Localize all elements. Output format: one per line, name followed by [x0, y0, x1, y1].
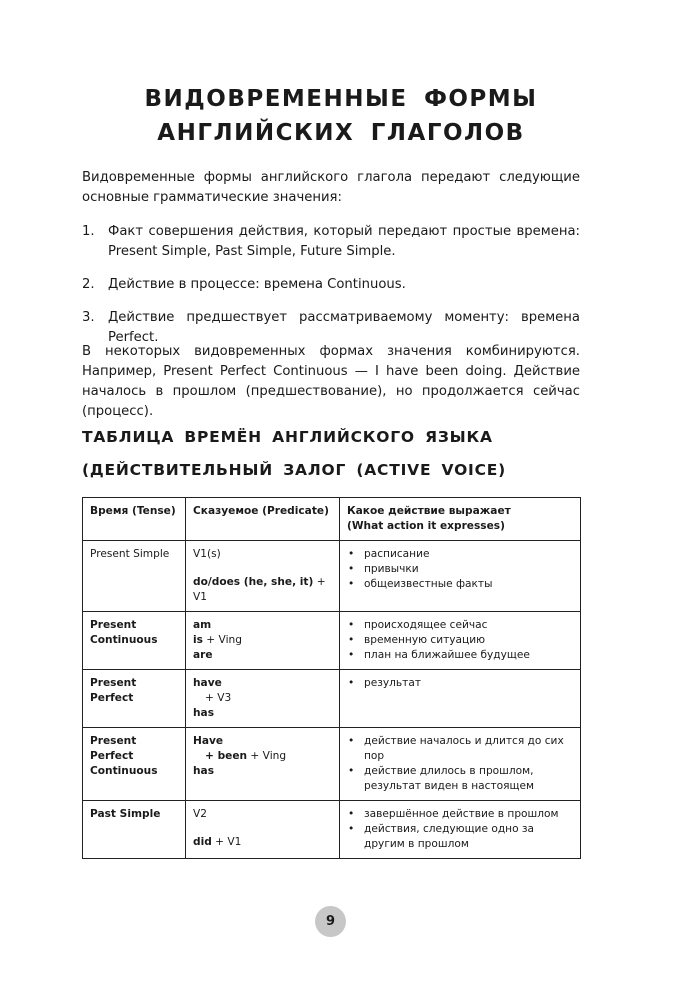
predicate-rest: + Ving	[247, 750, 287, 762]
action-item: • план на ближайшее будущее	[347, 648, 573, 663]
predicate-line: V1(s)	[193, 548, 221, 560]
tense-cell: Present Perfect	[83, 670, 186, 728]
header-tense: Время (Tense)	[83, 498, 186, 541]
predicate-line: Have	[193, 735, 224, 747]
predicate-line	[193, 633, 332, 648]
predicate-line	[193, 749, 332, 764]
predicate-line: V2	[193, 808, 207, 820]
action-item: • общеизвестные факты	[347, 577, 573, 592]
page-number: 9	[315, 906, 346, 937]
action-item: • привычки	[347, 562, 573, 577]
predicate-line	[193, 835, 332, 850]
action-item: • завершённое действие в прошлом	[347, 807, 573, 822]
predicate-line: + V3	[205, 692, 232, 704]
action-cell	[340, 670, 581, 728]
predicate-line: has	[193, 707, 214, 719]
action-item: • результат	[347, 676, 573, 691]
action-cell	[340, 541, 581, 612]
action-item: • действие длилось в прошлом, результат виден в настоящем	[347, 764, 573, 794]
tense-cell: Present Simple	[83, 541, 186, 612]
list-item-text: Действие в процессе: времена Continuous.	[108, 277, 406, 292]
action-cell	[340, 801, 581, 859]
table-row	[83, 541, 581, 612]
predicate-rest: + V1	[211, 836, 242, 848]
header-action-line-2: (What action it expresses)	[347, 520, 505, 532]
predicate-line: has	[193, 765, 214, 777]
predicate-aux: is	[193, 634, 203, 646]
tense-cell: Past Simple	[83, 801, 186, 859]
predicate-cell	[186, 612, 340, 670]
page-title	[0, 82, 682, 150]
list-item-text: Действие предшествует рассматриваемому моменту: времена Perfect.	[108, 310, 580, 345]
predicate-cell	[186, 728, 340, 801]
title-line-1: ВИДОВРЕМЕННЫЕ ФОРМЫ	[144, 86, 538, 112]
table-row	[83, 728, 581, 801]
section-subheading: (ДЕЙСТВИТЕЛЬНЫЙ ЗАЛОГ (ACTIVE VOICE)	[82, 461, 507, 479]
predicate-cell	[186, 541, 340, 612]
action-item: • временную ситуацию	[347, 633, 573, 648]
predicate-aux: + been	[205, 750, 248, 762]
title-line-2: АНГЛИЙСКИХ ГЛАГОЛОВ	[157, 120, 525, 146]
predicate-cell	[186, 801, 340, 859]
section-heading: ТАБЛИЦА ВРЕМЁН АНГЛИЙСКОГО ЯЗЫКА	[82, 428, 493, 446]
action-item: • действия, следующие одно за другим в прошлом	[347, 822, 573, 852]
combination-paragraph: В некоторых видовременных формах значения комбинируются. Например, Present Perfect Continuous — I have been doing. Действие началось в прошлом (предшествование), но продолжается сейчас (процесс).	[82, 344, 580, 419]
table-row	[83, 612, 581, 670]
table-header-row	[83, 498, 581, 541]
tense-cell: Present Continuous	[83, 612, 186, 670]
action-cell	[340, 728, 581, 801]
predicate-aux: do/does (he, she, it)	[193, 576, 314, 588]
tenses-table	[82, 497, 581, 859]
predicate-aux: did	[193, 836, 212, 848]
list-item	[82, 275, 580, 295]
header-action-line-1: Какое действие выражает	[347, 505, 511, 517]
predicate-line: have	[193, 677, 222, 689]
predicate-line: are	[193, 649, 213, 661]
meanings-list	[82, 222, 580, 361]
list-item-number: 2.	[82, 277, 95, 292]
list-item	[82, 222, 580, 262]
predicate-line: am	[193, 619, 212, 631]
predicate-cell	[186, 670, 340, 728]
tense-cell: Present Perfect Continuous	[83, 728, 186, 801]
action-item: • действие началось и длится до сих пор	[347, 734, 573, 764]
intro-paragraph: Видовременные формы английского глагола передают следующие основные грамматические значения:	[82, 170, 580, 205]
predicate-rest: + V1	[193, 576, 326, 603]
table-row	[83, 670, 581, 728]
predicate-line	[193, 575, 332, 605]
action-item: • расписание	[347, 547, 573, 562]
header-predicate: Сказуемое (Predicate)	[186, 498, 340, 541]
action-cell	[340, 612, 581, 670]
table-row	[83, 801, 581, 859]
predicate-rest: + Ving	[202, 634, 242, 646]
action-item: • происходящее сейчас	[347, 618, 573, 633]
list-item-number: 1.	[82, 224, 95, 239]
list-item-text: Факт совершения действия, который передают простые времена: Present Simple, Past Simple, Future Simple.	[108, 224, 580, 259]
list-item-number: 3.	[82, 310, 95, 325]
header-action	[340, 498, 581, 541]
